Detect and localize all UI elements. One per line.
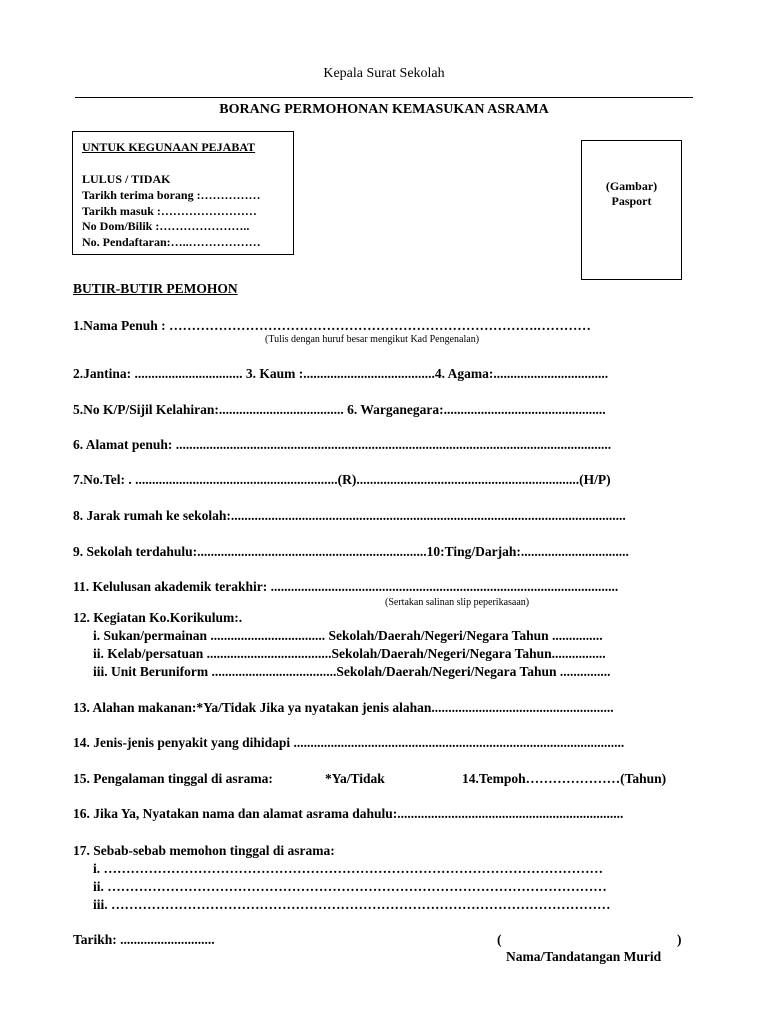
previous-school-field: 9. Sekolah terdahulu:....................................................................10:Ting/Darjah:................................ bbox=[73, 544, 629, 559]
photo-label-line2: Pasport bbox=[611, 194, 652, 208]
cocurricular-sports: i. Sukan/permainan .................................. Sekolah/Daerah/Negeri/Negara Tahun ............... bbox=[93, 628, 603, 643]
reason-line-3: iii. ………………………………………………………………………………………………… bbox=[93, 897, 611, 912]
hostel-experience-label: 15. Pengalaman tinggal di asrama: bbox=[73, 771, 273, 786]
passport-photo-box bbox=[581, 140, 682, 280]
full-name-field: 1.Nama Penuh : ……………………………………………………………………….………… bbox=[73, 318, 591, 333]
cocurricular-uniform: iii. Unit Beruniform .....................................Sekolah/Daerah/Negeri/Negara Tahun ............... bbox=[93, 664, 611, 679]
office-box-title: UNTUK KEGUNAAN PEJABAT bbox=[82, 140, 256, 154]
photo-label-line1: (Gambar) bbox=[605, 179, 658, 193]
section-heading: BUTIR-BUTIR PEMOHON bbox=[73, 281, 238, 296]
school-letterhead: Kepala Surat Sekolah bbox=[323, 66, 445, 81]
academic-qualification-field: 11. Kelulusan akademik terakhir: ....................................................................................................... bbox=[73, 579, 619, 594]
full-name-note: (Tulis dengan huruf besar mengikut Kad Pengenalan) bbox=[265, 334, 480, 345]
registration-number-field: No. Pendaftaran:…..……………… bbox=[82, 235, 261, 249]
photo-label bbox=[582, 179, 681, 209]
phone-field: 7.No.Tel: . ............................................................(R)..................................................................(H/P) bbox=[73, 472, 611, 487]
ic-nationality-field: 5.No K/P/Sijil Kelahiran:..................................... 6. Warganegara:................................................ bbox=[73, 402, 606, 417]
address-field: 6. Alamat penuh: ................................................................................................................................. bbox=[73, 437, 612, 452]
approval-status: LULUS / TIDAK bbox=[82, 172, 171, 186]
academic-qualification-note: (Sertakan salinan slip peperikasaan) bbox=[385, 597, 530, 608]
hostel-experience-choice: *Ya/Tidak bbox=[325, 771, 385, 786]
signature-bracket-open: ( bbox=[497, 932, 502, 947]
header-divider bbox=[75, 97, 693, 98]
office-use-box bbox=[72, 131, 294, 255]
illness-field: 14. Jenis-jenis penyakit yang dihidapi .................................................................................................. bbox=[73, 735, 625, 750]
entry-date-field: Tarikh masuk :…………………… bbox=[82, 204, 257, 218]
reason-line-2: ii. ………………………………………………………………………………………………… bbox=[93, 879, 607, 894]
hostel-duration-field: 14.Tempoh…………………(Tahun) bbox=[462, 771, 667, 786]
received-date-field: Tarikh terima borang :…………… bbox=[82, 188, 261, 202]
reasons-heading: 17. Sebab-sebab memohon tinggal di asrama: bbox=[73, 843, 335, 858]
date-field: Tarikh: ............................ bbox=[73, 932, 215, 947]
signature-label: Nama/Tandatangan Murid bbox=[506, 949, 662, 964]
distance-field: 8. Jarak rumah ke sekolah:..................................................................................................................... bbox=[73, 508, 626, 523]
form-title: BORANG PERMOHONAN KEMASUKAN ASRAMA bbox=[219, 102, 549, 117]
cocurricular-heading: 12. Kegiatan Ko.Korikulum:. bbox=[73, 610, 243, 625]
room-number-field: No Dom/Bilik :………………….. bbox=[82, 219, 250, 233]
previous-hostel-field: 16. Jika Ya, Nyatakan nama dan alamat asrama dahulu:................................................................... bbox=[73, 806, 624, 821]
cocurricular-clubs: ii. Kelab/persatuan .....................................Sekolah/Daerah/Negeri/Negara Tahun................ bbox=[93, 646, 606, 661]
signature-bracket-close: ) bbox=[677, 932, 682, 947]
reason-line-1: i. ………………………………………………………………………………………………… bbox=[93, 861, 604, 876]
gender-race-religion-field: 2.Jantina: ................................ 3. Kaum :.......................................4. Agama:.................................. bbox=[73, 366, 609, 381]
food-allergy-field: 13. Alahan makanan:*Ya/Tidak Jika ya nyatakan jenis alahan...................................................... bbox=[73, 700, 614, 715]
